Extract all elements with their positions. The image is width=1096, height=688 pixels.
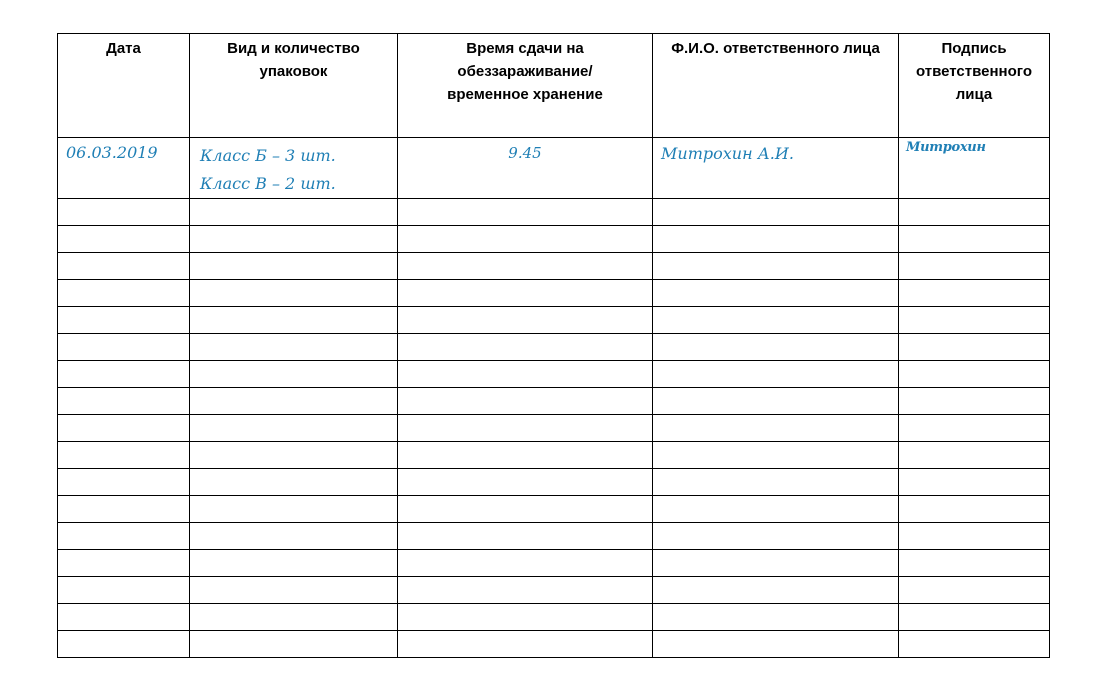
table-cell <box>58 253 190 280</box>
table-cell <box>653 523 899 550</box>
table-cell <box>190 550 398 577</box>
table-cell <box>190 199 398 226</box>
table-row <box>58 577 1050 604</box>
header-responsible-name: Ф.И.О. ответственного лица <box>653 34 899 138</box>
table-cell <box>398 307 653 334</box>
table-cell <box>58 496 190 523</box>
table-cell <box>58 388 190 415</box>
table-cell <box>653 550 899 577</box>
table-cell <box>653 469 899 496</box>
table-row <box>58 523 1050 550</box>
table-cell <box>58 631 190 658</box>
table-cell <box>899 253 1050 280</box>
entry-package-line: Класс В – 2 шт. <box>200 174 336 193</box>
table-cell <box>899 415 1050 442</box>
table-cell <box>190 523 398 550</box>
header-signature: Подпись ответственного лица <box>899 34 1050 138</box>
table-cell <box>58 226 190 253</box>
table-cell <box>398 361 653 388</box>
table-cell <box>398 496 653 523</box>
table-row <box>58 496 1050 523</box>
table-cell <box>899 469 1050 496</box>
table-cell <box>653 496 899 523</box>
table-cell <box>653 361 899 388</box>
table-cell <box>58 469 190 496</box>
table-cell <box>899 226 1050 253</box>
header-handover-time: Время сдачи на обеззараживание/ временное хранение <box>398 34 653 138</box>
table-cell <box>58 442 190 469</box>
table-cell <box>190 442 398 469</box>
table-cell <box>899 199 1050 226</box>
table-cell <box>58 415 190 442</box>
table-cell <box>58 199 190 226</box>
table-cell <box>899 523 1050 550</box>
table-cell <box>398 334 653 361</box>
table-cell <box>190 631 398 658</box>
table-cell <box>190 226 398 253</box>
table-cell <box>398 415 653 442</box>
table-cell <box>190 280 398 307</box>
table-cell <box>58 361 190 388</box>
table-cell <box>190 253 398 280</box>
header-date: Дата <box>58 34 190 138</box>
table-cell <box>653 631 899 658</box>
table-cell <box>58 577 190 604</box>
table-cell <box>653 199 899 226</box>
table-row <box>58 226 1050 253</box>
table-cell <box>653 442 899 469</box>
table-row <box>58 388 1050 415</box>
table-cell <box>899 577 1050 604</box>
table-cell <box>398 226 653 253</box>
entry-time: 9.45 <box>398 138 653 199</box>
table-row <box>58 415 1050 442</box>
table-row <box>58 604 1050 631</box>
table-cell <box>398 442 653 469</box>
table-cell <box>190 604 398 631</box>
table-cell <box>398 577 653 604</box>
table-cell <box>190 415 398 442</box>
table-cell <box>899 388 1050 415</box>
table-cell <box>398 469 653 496</box>
table-cell <box>190 469 398 496</box>
table-cell <box>899 496 1050 523</box>
table-cell <box>899 361 1050 388</box>
table-cell <box>190 388 398 415</box>
table-cell <box>899 631 1050 658</box>
table-row <box>58 334 1050 361</box>
table-cell <box>653 577 899 604</box>
table-cell <box>653 388 899 415</box>
table-row <box>58 280 1050 307</box>
table-cell <box>398 523 653 550</box>
journal-table <box>57 33 1050 658</box>
table-cell <box>899 334 1050 361</box>
table-cell <box>190 307 398 334</box>
table-cell <box>398 280 653 307</box>
table-cell <box>653 226 899 253</box>
table-row <box>58 307 1050 334</box>
header-row <box>58 34 1050 138</box>
table-cell <box>398 604 653 631</box>
table-row <box>58 631 1050 658</box>
table-cell <box>58 334 190 361</box>
table-cell <box>653 334 899 361</box>
table-row <box>58 550 1050 577</box>
table-cell <box>653 307 899 334</box>
entry-date: 06.03.2019 <box>58 138 190 199</box>
table-cell <box>190 361 398 388</box>
table-cell <box>899 604 1050 631</box>
entry-packages <box>190 138 398 199</box>
entry-signature: Митрохин <box>899 138 1050 199</box>
table-cell <box>653 604 899 631</box>
table-cell <box>899 550 1050 577</box>
table-row <box>58 442 1050 469</box>
table-cell <box>899 307 1050 334</box>
table-row <box>58 361 1050 388</box>
entry-package-line: Класс Б – 3 шт. <box>200 146 336 165</box>
table-cell <box>58 604 190 631</box>
table-row <box>58 199 1050 226</box>
table-cell <box>899 280 1050 307</box>
table-cell <box>58 307 190 334</box>
table-row <box>58 253 1050 280</box>
table-cell <box>653 253 899 280</box>
table-cell <box>899 442 1050 469</box>
table-cell <box>190 496 398 523</box>
table-cell <box>398 550 653 577</box>
table-cell <box>398 253 653 280</box>
table-cell <box>58 523 190 550</box>
table-cell <box>58 280 190 307</box>
table-row <box>58 469 1050 496</box>
table-cell <box>398 631 653 658</box>
table-cell <box>398 388 653 415</box>
table-cell <box>190 577 398 604</box>
header-package-type: Вид и количество упаковок <box>190 34 398 138</box>
table-cell <box>653 415 899 442</box>
table-cell <box>58 550 190 577</box>
table-row <box>58 138 1050 199</box>
table-cell <box>653 280 899 307</box>
table-cell <box>398 199 653 226</box>
table-cell <box>190 334 398 361</box>
entry-responsible-name: Митрохин А.И. <box>653 138 899 199</box>
